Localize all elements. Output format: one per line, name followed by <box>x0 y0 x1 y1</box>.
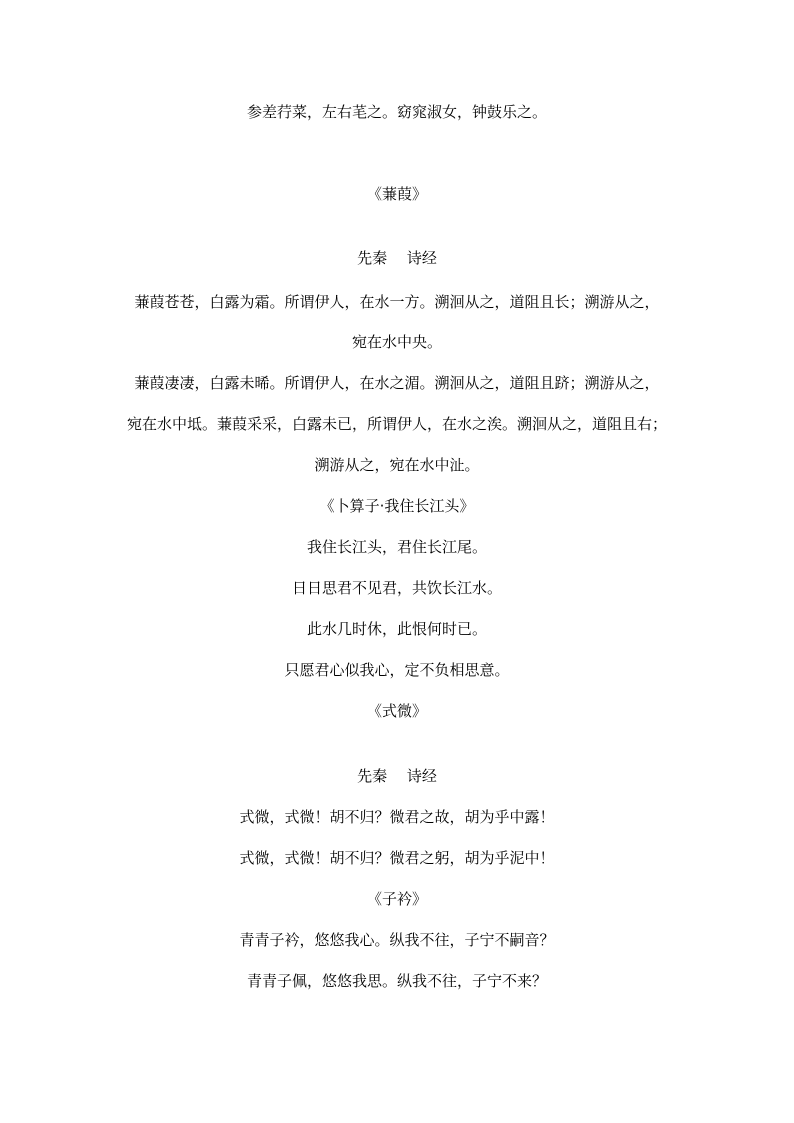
poem-line: 日日思君不见君，共饮长江水。 <box>291 579 502 597</box>
poem-line: 参差荇菜，左右芼之。窈窕淑女，钟鼓乐之。 <box>246 103 547 121</box>
poem-line: 我住长江头，君住长江尾。 <box>306 538 487 556</box>
poem-line: 蒹葭凄凄，白露未晞。所谓伊人，在水之湄。溯洄从之，道阻且跻；溯游从之， <box>134 374 660 392</box>
poem-title: 《式微》 <box>366 702 427 720</box>
poem-title: 《卜算子·我住长江头》 <box>319 497 475 515</box>
poem-line: 青青子衿，悠悠我心。纵我不往，子宁不嗣音？ <box>239 931 555 949</box>
poem-line: 宛在水中央。 <box>351 333 442 351</box>
poem-line: 式微，式微！胡不归？微君之故，胡为乎中露！ <box>239 808 555 826</box>
poem-author: 先秦 诗经 <box>357 249 437 267</box>
poem-title: 《子衿》 <box>366 890 427 908</box>
poem-line: 蒹葭苍苍，白露为霜。所谓伊人，在水一方。溯洄从之，道阻且长；溯游从之， <box>134 293 660 311</box>
poem-line: 青青子佩，悠悠我思。纵我不往，子宁不来？ <box>246 972 547 990</box>
poem-line: 此水几时休，此恨何时已。 <box>306 620 487 638</box>
poem-line: 只愿君心似我心，定不负相思意。 <box>284 661 510 679</box>
poem-line: 宛在水中坻。蒹葭采采，白露未已，所谓伊人，在水之涘。溯洄从之，道阻且右； <box>126 415 667 433</box>
poem-title: 《蒹葭》 <box>366 185 427 203</box>
poem-line: 溯游从之，宛在水中沚。 <box>314 456 480 474</box>
poem-line: 式微，式微！胡不归？微君之躬，胡为乎泥中！ <box>239 849 555 867</box>
poem-author: 先秦 诗经 <box>357 767 437 785</box>
